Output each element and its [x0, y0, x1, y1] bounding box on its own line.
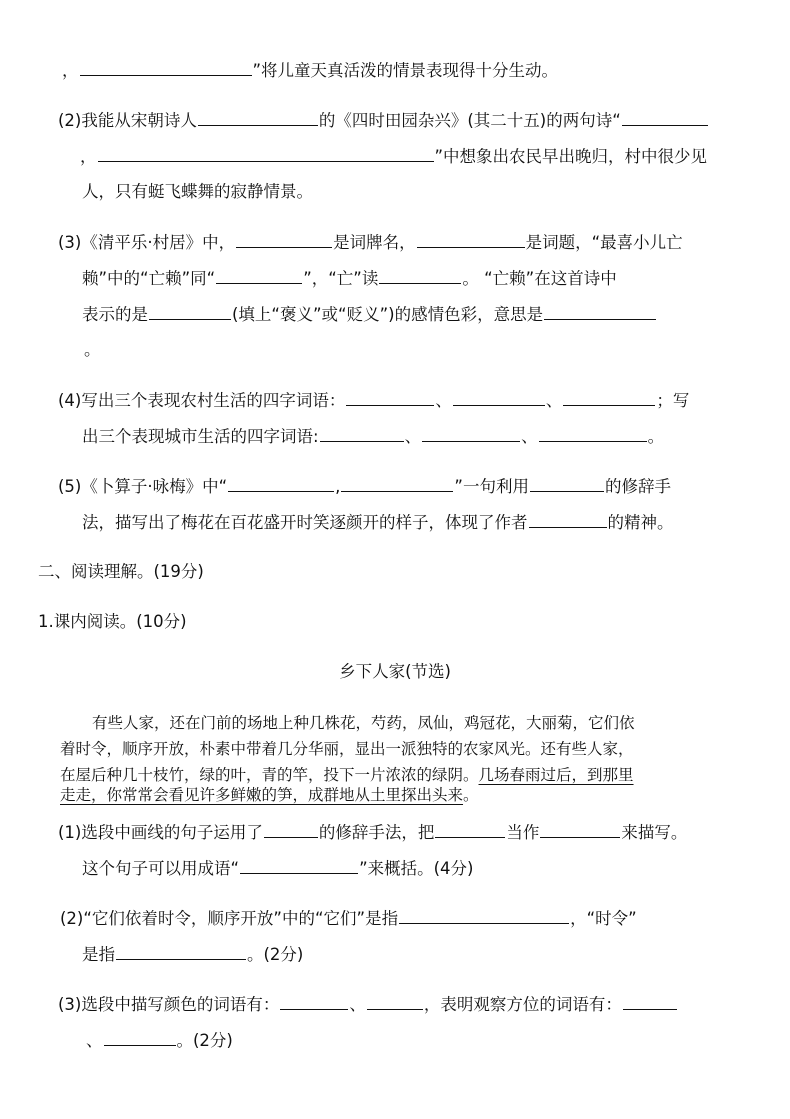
q5-text-e: 的精神。: [607, 513, 674, 532]
q3-text-e: ”，“亡”读: [303, 269, 379, 288]
q4-line2: [82, 424, 664, 449]
q3-tong-blank[interactable]: [216, 266, 302, 284]
q2-line2: [80, 144, 707, 169]
q3-line2: [82, 266, 617, 291]
q5-poem-blank-1[interactable]: [228, 474, 334, 492]
passage-title: 乡下人家(节选): [339, 662, 451, 681]
q2-poem-blank-1[interactable]: [622, 108, 708, 126]
q5-text-d: 法，描写出了梅花在百花盛开时笑逐颜开的样子，体现了作者: [82, 513, 528, 532]
r3-direction-blank-2[interactable]: [104, 1028, 176, 1046]
q4-rural-blank-3[interactable]: [563, 388, 655, 406]
passage-line-3-plain: 在屋后种几十枝竹，绿的叶，青的竿，投下一片浓浓的绿阴。: [60, 766, 479, 784]
q2-text-a: (2)我能从宋朝诗人: [58, 111, 197, 130]
r2-text-b: ，“时令”: [570, 909, 637, 928]
q5-rhetoric-blank[interactable]: [530, 474, 604, 492]
q1-tail-text: ”将儿童天真活泼的情景表现得十分生动。: [252, 61, 559, 80]
q4-rural-blank-2[interactable]: [453, 388, 545, 406]
q3-citi-blank[interactable]: [417, 230, 525, 248]
r1-line2: [82, 856, 473, 881]
subsection-1-heading: 1.课内阅读。(10分): [38, 612, 187, 631]
q4-line1: [58, 388, 689, 413]
r3-text-b: ，表明观察方位的词语有：: [423, 995, 622, 1014]
r3-text-c: 。(2分): [176, 1031, 233, 1050]
passage-line-4: [60, 783, 479, 805]
q5-text-a: (5)《卜算子·咏梅》中“: [58, 477, 228, 496]
q5-comma: ,: [335, 477, 341, 496]
q2-line3: [82, 180, 313, 204]
q5-text-b: ”一句利用: [454, 477, 529, 496]
q2-text-c: ，: [80, 147, 97, 166]
q3-text-h: (填上“褒义”或“贬义”)的感情色彩，意思是: [232, 305, 544, 324]
q2-text-e: 人，只有蜓飞蝶舞的寂静情景。: [82, 182, 313, 201]
r2-text-d: 。(2分): [247, 945, 304, 964]
r1-text-e: 这个句子可以用成语“: [82, 859, 240, 878]
q3-line3: [82, 302, 657, 327]
q2-line1: [58, 108, 709, 133]
q4-text-b: ；写: [656, 391, 690, 410]
q4-text-end: 。: [647, 427, 665, 446]
q5-poem-blank-2[interactable]: [341, 474, 453, 492]
r1-as-blank[interactable]: [540, 820, 620, 838]
q4-text-a: (4)写出三个表现农村生活的四字词语：: [58, 391, 346, 410]
r2-line1: [60, 906, 637, 931]
q2-poet-blank[interactable]: [198, 108, 318, 126]
q5-line2: [82, 510, 674, 535]
q1-comma: ，: [62, 61, 79, 80]
r3-line1: [58, 992, 678, 1017]
r1-rhetoric-blank[interactable]: [264, 820, 318, 838]
q3-sentiment-blank[interactable]: [149, 302, 231, 320]
passage-line-2: 着时令，顺序开放，朴素中带着几分华丽，显出一派独特的农家风光。还有些人家，: [60, 740, 634, 758]
q4-rural-blank-1[interactable]: [346, 388, 434, 406]
r1-line1: [58, 820, 687, 845]
r1-text-b: 的修辞手法，把: [318, 823, 435, 842]
q3-text-c: 是词题，“最喜小儿亡: [525, 233, 683, 252]
q3-text-i: 。: [84, 340, 101, 359]
r3-line2: [86, 1028, 233, 1053]
r3-sep-2: 、: [86, 1031, 103, 1050]
q2-text-b: 的《四时田园杂兴》(其二十五)的两句诗“: [318, 111, 621, 130]
q2-poem-blank-2[interactable]: [98, 144, 434, 162]
passage-line-3: [60, 763, 634, 785]
r2-line2: [82, 942, 303, 967]
q3-text-b: 是词牌名，: [333, 233, 416, 252]
r2-text-a: (2)“它们依着时令，顺序开放”中的“它们”是指: [60, 909, 399, 928]
q1-answer-blank[interactable]: [80, 58, 252, 76]
r3-color-blank-1[interactable]: [280, 992, 348, 1010]
passage-line-1: 有些人家，还在门前的场地上种几株花，芍药，凤仙，鸡冠花，大丽菊，它们依: [92, 714, 635, 732]
r2-shiling-blank[interactable]: [116, 942, 246, 960]
q3-meaning-blank[interactable]: [544, 302, 656, 320]
passage-underlined-sentence-part-2: 走走，你常常会看见许多鲜嫩的笋，成群地从土里探出头来: [60, 786, 464, 804]
q5-text-c: 的修辞手: [604, 477, 671, 496]
r1-text-f: ”来概括。(4分): [359, 859, 474, 878]
r3-color-blank-2[interactable]: [367, 992, 423, 1010]
q4-text-c: 出三个表现城市生活的四字词语:: [82, 427, 319, 446]
q4-city-blank-3[interactable]: [539, 424, 647, 442]
q5-line1: [58, 474, 671, 499]
q2-text-d: ”中想象出农民早出晚归，村中很少见: [434, 147, 708, 166]
q4-city-blank-1[interactable]: [320, 424, 404, 442]
q5-spirit-blank[interactable]: [529, 510, 607, 528]
r2-tamen-blank[interactable]: [399, 906, 569, 924]
q3-text-a: (3)《清平乐·村居》中，: [58, 233, 236, 252]
q3-text-d: 赖”中的“亡赖”同“: [82, 269, 216, 288]
q4-sep-2: 、: [545, 391, 563, 410]
q4-sep-1: 、: [435, 391, 452, 410]
q4-sep-4: 、: [521, 427, 538, 446]
q3-cipai-blank[interactable]: [236, 230, 332, 248]
passage-underlined-sentence-part-1: 几场春雨过后，到那里: [478, 766, 634, 784]
q4-sep-3: 、: [404, 427, 422, 446]
q3-text-f: 。 “亡赖”在这首诗中: [462, 269, 617, 288]
r3-direction-blank-1[interactable]: [623, 992, 677, 1010]
r2-text-c: 是指: [82, 945, 115, 964]
section-2-heading: 二、阅读理解。(19分): [38, 562, 204, 581]
r3-sep-1: 、: [349, 995, 366, 1014]
q3-line4: [84, 338, 101, 362]
q4-city-blank-2[interactable]: [422, 424, 520, 442]
r1-text-d: 来描写。: [621, 823, 688, 842]
r1-object-blank[interactable]: [435, 820, 505, 838]
q1-tail-line: [62, 58, 558, 83]
r1-text-c: 当作: [506, 823, 540, 842]
q3-line1: [58, 230, 683, 255]
r3-text-a: (3)选段中描写颜色的词语有：: [58, 995, 280, 1014]
r1-text-a: (1)选段中画线的句子运用了: [58, 823, 263, 842]
q3-text-g: 表示的是: [82, 305, 148, 324]
q3-pronounce-blank[interactable]: [379, 266, 461, 284]
passage-line-4-end: 。: [463, 786, 479, 804]
r1-idiom-blank[interactable]: [240, 856, 358, 874]
